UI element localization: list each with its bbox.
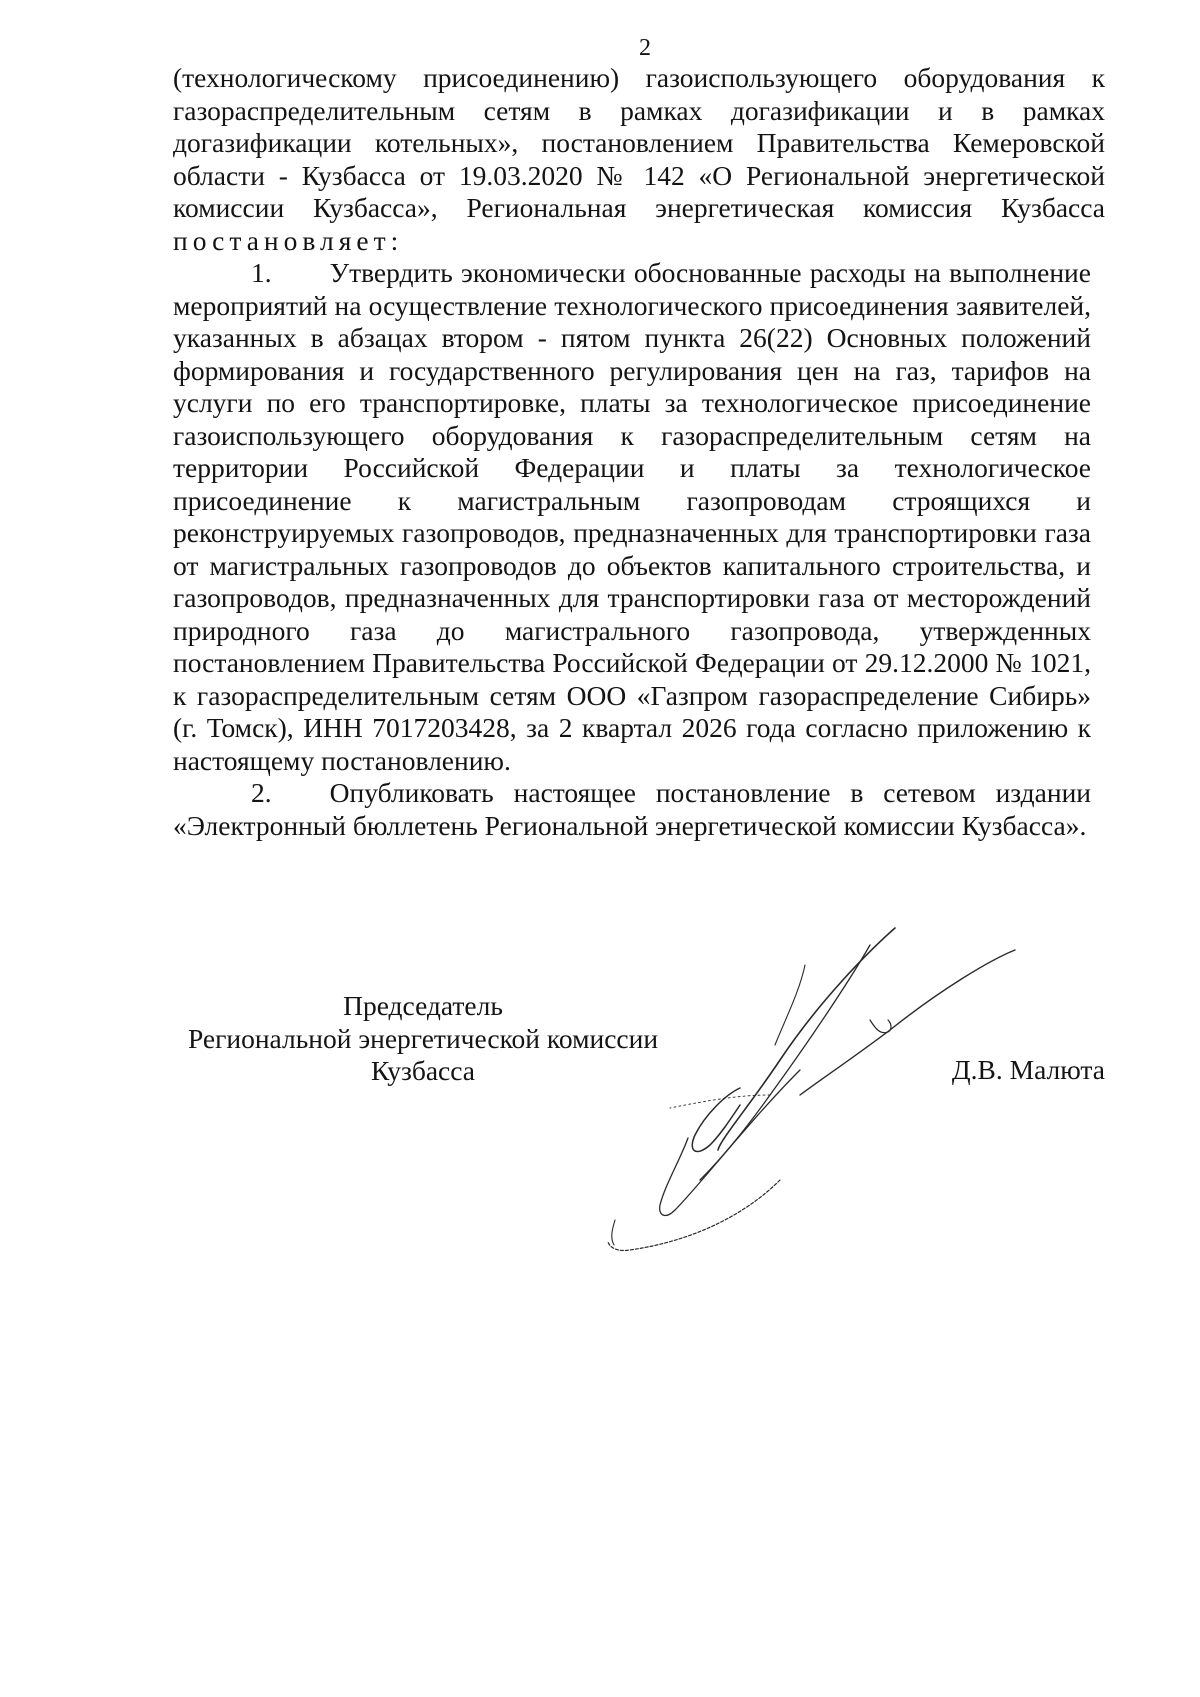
intro-paragraph bbox=[173, 62, 1105, 257]
item-number: 2. bbox=[251, 777, 272, 808]
item-number: 1. bbox=[251, 257, 272, 288]
position-region: Кузбасса bbox=[370, 1055, 476, 1086]
signer-name: Д.В. Малюта bbox=[951, 1054, 1105, 1085]
position-title: Председатель bbox=[343, 990, 503, 1021]
handwritten-signature-icon bbox=[570, 920, 1030, 1260]
item-text: Утвердить экономически обоснованные расходы на выполнение мероприятий на осуществление технологического присоединения заявителей, указанных в абзацах втором - пятом пункта 26(22) Основных положений формирования и государственного регулирования цен на газ, тарифов на услуги по его транспортировке, платы за технологическое присоединение газоиспользующего оборудования к газораспределительным сетям на территории Российской Федерации и платы за технологическое присоединение к магистральным газопроводам строящихся и реконструируемых газопроводов, предназначенных для транспортировки газа от магистральных газопроводов до объектов капитального строительства, и газопроводов, предназначенных для транспортировки газа от месторождений природного газа до магистрального газопровода, утвержденных постановлением Правительства Российской Федерации от 29.12.2000 № 1021, к газораспределительным сетям ООО «Газпром газораспределение Сибирь» (г. Томск), ИНН 7017203428, за 2 квартал 2026 года согласно приложению к настоящему постановлению. bbox=[173, 257, 1091, 776]
list-item bbox=[173, 257, 1091, 777]
intro-text: (технологическому присоединению) газоиспользующего оборудования к газораспределительным сетям в рамках догазификации и в рамках догазификации котельных», постановлением Правительства Кемеровской области - Кузбасса от 19.03.2020 № 142 «О Региональной энергетической комиссии Кузбасса», Региональная энергетическая комиссия Кузбасса bbox=[173, 62, 1105, 223]
page-number: 2 bbox=[639, 35, 651, 61]
position-organization: Региональной энергетической комиссии bbox=[187, 1022, 659, 1054]
item-text: Опубликовать настоящее постановление в сетевом издании «Электронный бюллетень Региональной энергетической комиссии Кузбасса». bbox=[173, 777, 1091, 841]
document-body bbox=[173, 62, 1105, 842]
list-item bbox=[173, 777, 1091, 842]
resolution-keyword: постановляет: bbox=[173, 224, 404, 256]
